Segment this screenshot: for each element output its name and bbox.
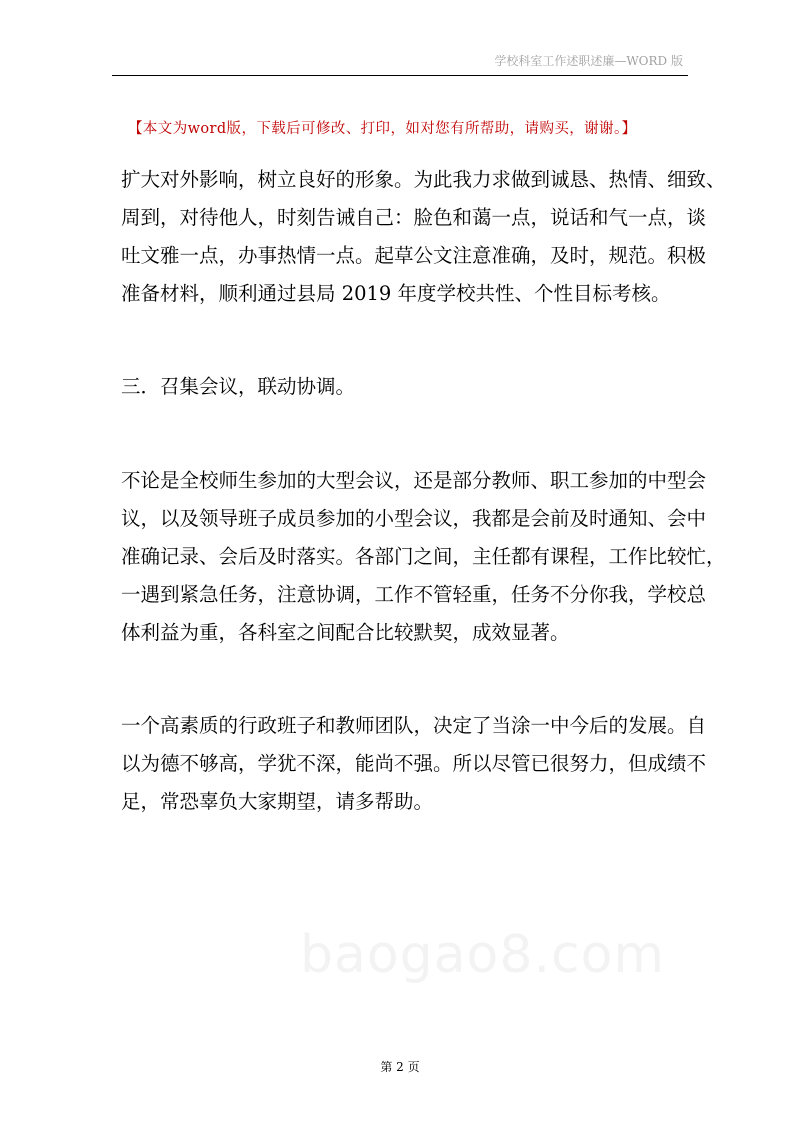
paragraph-line: 不论是全校师生参加的大型会议，还是部分教师、职工参加的中型会 (121, 469, 707, 492)
paragraph-1 (121, 161, 726, 313)
paragraph-line: 一遇到紧急任务，注意协调，工作不管轻重，任务不分你我，学校总 (121, 583, 707, 606)
header-title: 学校科室工作述职述廉—WORD 版 (494, 54, 683, 68)
download-notice: 【本文为word版，下载后可修改、打印，如对您有所帮助，请购买，谢谢。】 (128, 121, 637, 137)
watermark: baogao8.com (300, 925, 666, 985)
section-heading (121, 368, 681, 406)
section-heading-text: 三．召集会议，联动协调。 (121, 375, 356, 398)
paragraph-line: 准备材料，顺利通过县局 2019 年度学校共性、个性目标考核。 (121, 282, 671, 305)
paragraph-line: 吐文雅一点，办事热情一点。起草公文注意准确，及时，规范。积极 (121, 244, 707, 267)
paragraph-line: 周到，对待他人，时刻告诫自己：脸色和蔼一点，说话和气一点，谈 (121, 206, 707, 229)
paragraph-line: 议，以及领导班子成员参加的小型会议，我都是会前及时通知、会中 (121, 507, 707, 530)
paragraph-line: 足，常恐辜负大家期望，请多帮助。 (121, 790, 434, 813)
paragraph-3 (121, 707, 707, 821)
paragraph-line: 以为德不够高，学犹不深，能尚不强。所以尽管已很努力，但成绩不 (121, 752, 707, 775)
paragraph-line: 扩大对外影响，树立良好的形象。为此我力求做到诚恳、热情、细致、 (121, 168, 726, 191)
header-divider (112, 75, 688, 76)
paragraph-line: 一个高素质的行政班子和教师团队，决定了当涂一中今后的发展。自 (121, 714, 707, 737)
paragraph-line: 准确记录、会后及时落实。各部门之间，主任都有课程，工作比较忙， (121, 545, 726, 568)
page-number: 第 2 页 (380, 1060, 420, 1074)
paragraph-2 (121, 462, 726, 652)
paragraph-line: 体利益为重，各科室之间配合比较默契，成效显著。 (121, 621, 570, 644)
